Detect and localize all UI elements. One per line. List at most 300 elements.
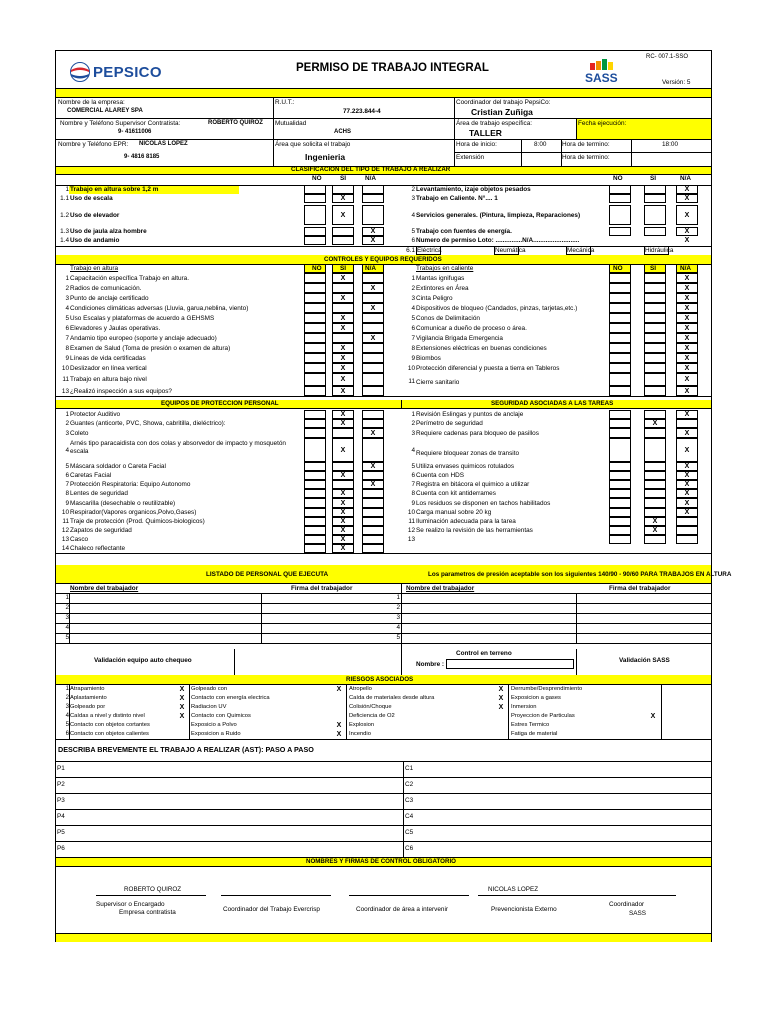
worker-name-left-4[interactable] bbox=[70, 623, 260, 633]
worker-sign-left-2[interactable] bbox=[262, 603, 400, 613]
heights-label: Condiciones climáticas adversas (Lluvia, garua,neblina, viento) bbox=[70, 304, 249, 312]
epp-7-no-checkbox[interactable] bbox=[304, 480, 326, 489]
work-type-right-4-si-checkbox[interactable] bbox=[644, 227, 666, 236]
task-safety-num: 1 bbox=[411, 411, 415, 418]
heights-num: 8 bbox=[65, 344, 69, 352]
personnel-right-num: 3 bbox=[396, 614, 400, 621]
hotwork-12-no-checkbox[interactable] bbox=[609, 386, 631, 396]
epp-13-si-mark: X bbox=[340, 536, 346, 543]
epp-8-no-checkbox[interactable] bbox=[304, 489, 326, 498]
risk-label: Exposicion a gases bbox=[511, 695, 561, 701]
epp-14-no-checkbox[interactable] bbox=[304, 544, 326, 553]
epp-12-na-checkbox[interactable] bbox=[362, 526, 384, 535]
risk-checkbox[interactable] bbox=[645, 712, 660, 721]
risk-checkbox[interactable] bbox=[174, 703, 189, 712]
risk-label: Proyeccion de Particulas bbox=[511, 713, 575, 719]
worker-name-left-2[interactable] bbox=[70, 603, 260, 613]
heights-8-si-mark: X bbox=[340, 344, 346, 352]
work-type-r-label: Levantamiento, izaje objetos pesados bbox=[416, 186, 531, 193]
work-type-right-1-si-checkbox[interactable] bbox=[644, 185, 666, 194]
task-safety-11-na-checkbox[interactable] bbox=[676, 517, 698, 526]
mutual-value[interactable]: ACHS bbox=[334, 129, 352, 135]
heights-8-na-checkbox[interactable] bbox=[362, 343, 384, 353]
ast-step-field[interactable] bbox=[70, 794, 400, 808]
ast-control-field[interactable] bbox=[418, 762, 708, 776]
task-safety-num: 6 bbox=[411, 472, 415, 479]
heights-10-na-checkbox[interactable] bbox=[362, 363, 384, 373]
risk-label: Contacto con Quimicos bbox=[191, 713, 251, 719]
epp-8-na-checkbox[interactable] bbox=[362, 489, 384, 498]
ast-control-field[interactable] bbox=[418, 794, 708, 808]
risk-mark: X bbox=[179, 686, 185, 693]
risk-checkbox[interactable] bbox=[331, 730, 346, 739]
risk-checkbox[interactable] bbox=[493, 712, 508, 721]
task-safety-2-na-checkbox[interactable] bbox=[676, 419, 698, 428]
risk-label: Exposicio a Polvo bbox=[191, 722, 237, 728]
task-safety-5-si-checkbox[interactable] bbox=[644, 462, 666, 471]
name-head-right: Nombre del trabajador bbox=[406, 585, 475, 592]
epr-phone[interactable]: 9- 4816 8185 bbox=[124, 154, 160, 160]
work-type-left-3-na-checkbox[interactable] bbox=[362, 205, 384, 225]
risk-label: Explosion bbox=[349, 722, 375, 728]
signature-line-2[interactable] bbox=[221, 895, 331, 896]
work-type-left-1-si-checkbox[interactable] bbox=[332, 185, 354, 194]
heights-label: Elevadores y Jaulas operativas. bbox=[70, 324, 161, 332]
epp-13-na-checkbox[interactable] bbox=[362, 535, 384, 544]
epp-6-na-checkbox[interactable] bbox=[362, 471, 384, 480]
hotwork-8-na-mark: X bbox=[684, 344, 690, 352]
ast-control-field[interactable] bbox=[418, 826, 708, 840]
worker-sign-right-1[interactable] bbox=[577, 593, 710, 603]
hotwork-10-no-checkbox[interactable] bbox=[609, 363, 631, 373]
pressure-note: Los parametros de presión aceptable son los siguientes 140/90 - 90/60 PARA TRABAJOS EN ALTURA bbox=[428, 571, 732, 578]
solicita-value[interactable]: Ingenieria bbox=[305, 152, 346, 162]
work-type-no-head-r: NO bbox=[613, 175, 623, 182]
work-type-right-2-no-checkbox[interactable] bbox=[609, 194, 631, 203]
coordinator-label: Coordinador del trabajo PepsiCo: bbox=[456, 99, 551, 106]
heights-12-no-checkbox[interactable] bbox=[304, 386, 326, 396]
signature-role-3: Coordinador de área a intervenir bbox=[356, 906, 449, 913]
task-safety-num: 11 bbox=[408, 518, 415, 525]
worker-sign-left-4[interactable] bbox=[262, 623, 400, 633]
work-type-r-label: Numero de permiso Loto: ...............N/A.......................... bbox=[416, 237, 580, 244]
task-safety-title: SEGURIDAD ASOCIADAS A LAS TAREAS bbox=[491, 400, 614, 407]
signature-line-4[interactable] bbox=[478, 895, 588, 896]
ast-control-field[interactable] bbox=[418, 810, 708, 824]
epp-5-si-checkbox[interactable] bbox=[332, 462, 354, 471]
epp-3-no-checkbox[interactable] bbox=[304, 428, 326, 438]
work-type-num: 1.2 bbox=[60, 211, 69, 219]
hotwork-11-no-checkbox[interactable] bbox=[609, 373, 631, 386]
epp-4-na-checkbox[interactable] bbox=[362, 438, 384, 462]
risk-checkbox[interactable] bbox=[645, 685, 660, 694]
work-type-left-2-no-checkbox[interactable] bbox=[304, 194, 326, 203]
worker-name-right-3[interactable] bbox=[402, 613, 575, 623]
epp-10-no-checkbox[interactable] bbox=[304, 508, 326, 517]
task-safety-3-si-checkbox[interactable] bbox=[644, 428, 666, 438]
risk-mark: X bbox=[498, 686, 504, 693]
worker-name-right-4[interactable] bbox=[402, 623, 575, 633]
heights-11-si-mark: X bbox=[340, 376, 346, 383]
hotwork-7-na-mark: X bbox=[684, 334, 690, 342]
task-safety-6-si-checkbox[interactable] bbox=[644, 471, 666, 480]
pepsico-globe-icon bbox=[70, 62, 90, 82]
epp-11-no-checkbox[interactable] bbox=[304, 517, 326, 526]
ast-step-field[interactable] bbox=[70, 778, 400, 792]
risk-checkbox[interactable] bbox=[493, 721, 508, 730]
task-safety-8-si-checkbox[interactable] bbox=[644, 489, 666, 498]
heights-3-na-checkbox[interactable] bbox=[362, 293, 384, 303]
task-safety-6-no-checkbox[interactable] bbox=[609, 471, 631, 480]
epp-5-no-checkbox[interactable] bbox=[304, 462, 326, 471]
risk-label: Caída de materiales desde altura bbox=[349, 695, 435, 701]
hotwork-7-no-checkbox[interactable] bbox=[609, 333, 631, 343]
heights-9-na-checkbox[interactable] bbox=[362, 353, 384, 363]
heights-2-si-checkbox[interactable] bbox=[332, 283, 354, 293]
heights-6-na-checkbox[interactable] bbox=[362, 323, 384, 333]
epp-11-si-mark: X bbox=[340, 518, 346, 525]
task-safety-9-no-checkbox[interactable] bbox=[609, 498, 631, 508]
risk-checkbox[interactable] bbox=[645, 730, 660, 739]
epr-name[interactable]: NICOLAS LOPEZ bbox=[139, 141, 188, 147]
work-type-num: 1.4 bbox=[60, 237, 69, 244]
hotwork-1-no-checkbox[interactable] bbox=[609, 273, 631, 283]
hotwork-label: Protección diferencial y puesta a tierra en Tableros bbox=[416, 364, 560, 372]
heights-label: ¿Realizó inspección a sus equipos? bbox=[70, 387, 172, 395]
epp-1-no-checkbox[interactable] bbox=[304, 410, 326, 419]
hotwork-num: 4 bbox=[411, 304, 415, 312]
ast-control-label: C2 bbox=[405, 781, 414, 788]
task-safety-9-si-checkbox[interactable] bbox=[644, 498, 666, 508]
work-type-right-1-no-checkbox[interactable] bbox=[609, 185, 631, 194]
work-type-left-5-si-checkbox[interactable] bbox=[332, 236, 354, 245]
task-safety-12-no-checkbox[interactable] bbox=[609, 526, 631, 535]
task-safety-label: Perímetro de seguridad bbox=[416, 420, 483, 427]
work-type-left-3-no-checkbox[interactable] bbox=[304, 205, 326, 225]
worker-name-right-5[interactable] bbox=[402, 633, 575, 643]
heights-8-no-checkbox[interactable] bbox=[304, 343, 326, 353]
risk-checkbox[interactable] bbox=[331, 721, 346, 730]
ast-step-field[interactable] bbox=[70, 826, 400, 840]
hotwork-label: Extintores en Área bbox=[416, 284, 469, 292]
risk-checkbox[interactable] bbox=[645, 703, 660, 712]
ast-step-field[interactable] bbox=[70, 842, 400, 856]
heights-7-si-checkbox[interactable] bbox=[332, 333, 354, 343]
hotwork-3-na-mark: X bbox=[684, 294, 690, 302]
risk-checkbox[interactable] bbox=[493, 730, 508, 739]
signature-line-1[interactable] bbox=[96, 895, 206, 896]
hotwork-3-si-checkbox[interactable] bbox=[644, 293, 666, 303]
worker-sign-left-1[interactable] bbox=[262, 593, 400, 603]
heights-num: 9 bbox=[65, 354, 69, 362]
epp-8-si-mark: X bbox=[340, 490, 346, 497]
task-safety-7-si-checkbox[interactable] bbox=[644, 480, 666, 489]
heights-1-na-checkbox[interactable] bbox=[362, 273, 384, 283]
epp-3-si-checkbox[interactable] bbox=[332, 428, 354, 438]
hotwork-6-na-mark: X bbox=[684, 324, 690, 332]
work-type-left-2-na-checkbox[interactable] bbox=[362, 194, 384, 203]
heights-1-no-checkbox[interactable] bbox=[304, 273, 326, 283]
task-safety-label: Los residuos se disponen en tachos habilitados bbox=[416, 499, 551, 507]
epp-10-na-checkbox[interactable] bbox=[362, 508, 384, 517]
work-type-right-3-si-checkbox[interactable] bbox=[644, 205, 666, 225]
risk-checkbox[interactable] bbox=[331, 712, 346, 721]
hotwork-1-si-checkbox[interactable] bbox=[644, 273, 666, 283]
heights-label: Examen de Salud (Toma de presión o examen de altura) bbox=[70, 344, 231, 352]
risk-checkbox[interactable] bbox=[645, 721, 660, 730]
work-type-label: Uso de andamio bbox=[70, 237, 120, 244]
rut-value[interactable]: 77.223.844-4 bbox=[343, 108, 381, 115]
supervisor-phone[interactable]: 9- 41611006 bbox=[118, 129, 152, 135]
risk-checkbox[interactable] bbox=[331, 703, 346, 712]
worker-sign-right-5[interactable] bbox=[577, 633, 710, 643]
heights-5-si-mark: X bbox=[340, 314, 346, 322]
epp-label: Mascarilla (desechable o reutilizable) bbox=[70, 499, 176, 507]
heights-12-na-checkbox[interactable] bbox=[362, 386, 384, 396]
risk-checkbox[interactable] bbox=[493, 694, 508, 703]
hotwork-9-na-mark: X bbox=[684, 354, 690, 362]
risk-checkbox[interactable] bbox=[174, 730, 189, 739]
heights-1-si-mark: X bbox=[340, 274, 346, 282]
risk-checkbox[interactable] bbox=[174, 685, 189, 694]
heights-label: Capacitación específica Trabajo en altura. bbox=[70, 274, 190, 282]
hotwork-7-si-checkbox[interactable] bbox=[644, 333, 666, 343]
epp-12-no-checkbox[interactable] bbox=[304, 526, 326, 535]
risk-checkbox[interactable] bbox=[331, 685, 346, 694]
risk-checkbox[interactable] bbox=[174, 721, 189, 730]
hotwork-12-si-checkbox[interactable] bbox=[644, 386, 666, 396]
heights-11-na-checkbox[interactable] bbox=[362, 373, 384, 386]
task-safety-4-no-checkbox[interactable] bbox=[609, 438, 631, 462]
task-safety-2-no-checkbox[interactable] bbox=[609, 419, 631, 428]
heights-10-no-checkbox[interactable] bbox=[304, 363, 326, 373]
risk-label: Contacto con objetos calientes bbox=[70, 731, 149, 737]
epp-14-na-checkbox[interactable] bbox=[362, 544, 384, 553]
task-safety-4-si-checkbox[interactable] bbox=[644, 438, 666, 462]
work-type-right-2-si-checkbox[interactable] bbox=[644, 194, 666, 203]
epp-10-si-mark: X bbox=[340, 509, 346, 516]
signature-name-1: ROBERTO QUIROZ bbox=[124, 886, 182, 893]
hotwork-10-si-checkbox[interactable] bbox=[644, 363, 666, 373]
signature-line-3[interactable] bbox=[349, 895, 469, 896]
work-type-na-head-r: N/A bbox=[680, 175, 692, 182]
hotwork-label: Vigilancia Brigada Emergencia bbox=[416, 334, 503, 342]
hotwork-2-si-checkbox[interactable] bbox=[644, 283, 666, 293]
work-type-label: Uso de jaula alza hombre bbox=[70, 228, 147, 235]
heights-3-no-checkbox[interactable] bbox=[304, 293, 326, 303]
risk-mark: X bbox=[336, 722, 342, 729]
heights-head: Trabajo en altura bbox=[70, 265, 119, 272]
heights-9-no-checkbox[interactable] bbox=[304, 353, 326, 363]
epp-7-si-checkbox[interactable] bbox=[332, 480, 354, 489]
task-safety-10-si-checkbox[interactable] bbox=[644, 508, 666, 517]
ast-control-field[interactable] bbox=[418, 778, 708, 792]
epp-9-no-checkbox[interactable] bbox=[304, 498, 326, 508]
work-type-si-head: SI bbox=[340, 175, 347, 182]
task-safety-12-na-checkbox[interactable] bbox=[676, 526, 698, 535]
risk-label: Contacto con objetos cortantes bbox=[70, 722, 150, 728]
risk-label: Caídas a nivel y distinto nivel bbox=[70, 713, 145, 719]
task-safety-5-no-checkbox[interactable] bbox=[609, 462, 631, 471]
work-type-right-3-no-checkbox[interactable] bbox=[609, 205, 631, 225]
area-value[interactable]: TALLER bbox=[469, 128, 502, 138]
hotwork-6-no-checkbox[interactable] bbox=[609, 323, 631, 333]
heights-11-no-checkbox[interactable] bbox=[304, 373, 326, 386]
worker-name-left-5[interactable] bbox=[70, 633, 260, 643]
termino2-label: Hora de termino: bbox=[562, 154, 610, 161]
company-value[interactable]: COMERCIAL ALAREY SPA bbox=[67, 108, 143, 114]
worker-sign-left-5[interactable] bbox=[262, 633, 400, 643]
epp-num: 5 bbox=[65, 463, 69, 470]
heights-5-no-checkbox[interactable] bbox=[304, 313, 326, 323]
epp-2-na-checkbox[interactable] bbox=[362, 419, 384, 428]
heights-2-no-checkbox[interactable] bbox=[304, 283, 326, 293]
task-safety-7-no-checkbox[interactable] bbox=[609, 480, 631, 489]
task-safety-13-na-checkbox[interactable] bbox=[676, 535, 698, 544]
hotwork-11-si-checkbox[interactable] bbox=[644, 373, 666, 386]
hotwork-label: Dispositivos de bloqueo (Candados, pinzas, tarjetas,etc.) bbox=[416, 304, 578, 312]
heights-5-na-checkbox[interactable] bbox=[362, 313, 384, 323]
hotwork-4-no-checkbox[interactable] bbox=[609, 303, 631, 313]
hotwork-label: Biombos bbox=[416, 354, 441, 362]
task-safety-label: Registra en bitácora el quimico a utilizar bbox=[416, 481, 530, 488]
hotwork-8-no-checkbox[interactable] bbox=[609, 343, 631, 353]
control-nombre-field[interactable] bbox=[446, 659, 574, 669]
signature-line-5[interactable] bbox=[586, 895, 676, 896]
risk-label: Estres Termico bbox=[511, 722, 550, 728]
risk-checkbox[interactable] bbox=[645, 694, 660, 703]
supervisor-name[interactable]: ROBERTO QUIROZ bbox=[208, 120, 263, 126]
work-type-r-label: Servicios generales. (Pintura, limpieza, Reparaciones) bbox=[416, 211, 581, 219]
epp-num: 9 bbox=[65, 499, 69, 507]
heights-7-no-checkbox[interactable] bbox=[304, 333, 326, 343]
heights-4-no-checkbox[interactable] bbox=[304, 303, 326, 313]
heights-4-si-checkbox[interactable] bbox=[332, 303, 354, 313]
task-safety-10-no-checkbox[interactable] bbox=[609, 508, 631, 517]
work-type-right-5-na-mark: X bbox=[684, 237, 690, 244]
hotwork-5-si-checkbox[interactable] bbox=[644, 313, 666, 323]
epp-9-na-checkbox[interactable] bbox=[362, 498, 384, 508]
epp-11-na-checkbox[interactable] bbox=[362, 517, 384, 526]
pepsico-logo bbox=[70, 61, 190, 83]
task-safety-11-si-mark: X bbox=[652, 518, 658, 525]
epp-13-no-checkbox[interactable] bbox=[304, 535, 326, 544]
worker-name-right-2[interactable] bbox=[402, 603, 575, 613]
risk-mark: X bbox=[336, 686, 342, 693]
risk-mark: X bbox=[498, 704, 504, 711]
epp-2-no-checkbox[interactable] bbox=[304, 419, 326, 428]
ast-control-field[interactable] bbox=[418, 842, 708, 856]
hotwork-num: 3 bbox=[411, 294, 415, 302]
work-type-left-5-no-checkbox[interactable] bbox=[304, 236, 326, 245]
hotwork-label: Mantas ignifugas bbox=[416, 274, 465, 282]
work-type-left-4-si-checkbox[interactable] bbox=[332, 227, 354, 236]
worker-name-left-1[interactable] bbox=[70, 593, 260, 603]
energy-label: Mecánica bbox=[567, 247, 595, 254]
coordinator-value[interactable]: Cristian Zuñiga bbox=[471, 107, 533, 117]
work-type-left-1-no-checkbox[interactable] bbox=[304, 185, 326, 194]
worker-sign-right-4[interactable] bbox=[577, 623, 710, 633]
inicio-value[interactable]: 8:00 bbox=[534, 141, 547, 148]
heights-6-no-checkbox[interactable] bbox=[304, 323, 326, 333]
task-safety-3-no-checkbox[interactable] bbox=[609, 428, 631, 438]
task-safety-1-na-mark: X bbox=[684, 411, 690, 418]
epp-4-si-mark: X bbox=[340, 446, 346, 454]
work-type-right-4-no-checkbox[interactable] bbox=[609, 227, 631, 236]
ast-step-field[interactable] bbox=[70, 762, 400, 776]
epp-label: Casco bbox=[70, 536, 89, 543]
worker-name-right-1[interactable] bbox=[402, 593, 575, 603]
worker-sign-right-2[interactable] bbox=[577, 603, 710, 613]
termino-value[interactable]: 18:00 bbox=[662, 141, 678, 148]
task-safety-num: 5 bbox=[411, 463, 415, 470]
task-safety-label: Requiere bloquear zonas de transito bbox=[416, 450, 520, 457]
risk-checkbox[interactable] bbox=[174, 694, 189, 703]
task-safety-13-si-checkbox[interactable] bbox=[644, 535, 666, 544]
ast-step-field[interactable] bbox=[70, 810, 400, 824]
task-safety-label: Requiere cadenas para bloqueo de pasillos bbox=[416, 429, 539, 437]
worker-sign-left-3[interactable] bbox=[262, 613, 400, 623]
task-safety-8-no-checkbox[interactable] bbox=[609, 489, 631, 498]
risk-checkbox[interactable] bbox=[174, 712, 189, 721]
task-safety-11-no-checkbox[interactable] bbox=[609, 517, 631, 526]
hotwork-label: Cierre sanitario bbox=[416, 379, 460, 386]
task-safety-num: 10 bbox=[407, 509, 415, 516]
risk-checkbox[interactable] bbox=[331, 694, 346, 703]
heights-2-na-mark: X bbox=[370, 284, 376, 292]
task-safety-1-no-checkbox[interactable] bbox=[609, 410, 631, 419]
task-safety-1-si-checkbox[interactable] bbox=[644, 410, 666, 419]
epp-label: Arnés tipo paracaidista con dos colas y absorvedor de impacto y mosquetón escala bbox=[70, 440, 286, 455]
ast-control-label: C1 bbox=[405, 765, 414, 772]
risk-num: 6 bbox=[65, 731, 69, 737]
hotwork-num: 1 bbox=[411, 274, 415, 282]
ast-step-label: P6 bbox=[57, 845, 65, 852]
risk-mark: X bbox=[498, 695, 504, 702]
hotwork-4-si-checkbox[interactable] bbox=[644, 303, 666, 313]
hotwork-3-no-checkbox[interactable] bbox=[609, 293, 631, 303]
task-safety-num: 9 bbox=[411, 499, 415, 507]
form-code: RC- 007.1-SSO bbox=[646, 54, 689, 60]
hotwork-2-no-checkbox[interactable] bbox=[609, 283, 631, 293]
heights-label: Radios de comunicación. bbox=[70, 284, 142, 292]
work-type-left-1-na-checkbox[interactable] bbox=[362, 185, 384, 194]
risk-label: Aplastamiento bbox=[70, 695, 107, 701]
epp-4-no-checkbox[interactable] bbox=[304, 438, 326, 462]
risk-checkbox[interactable] bbox=[493, 703, 508, 712]
hotwork-5-no-checkbox[interactable] bbox=[609, 313, 631, 323]
signature-role-1a: Supervisor o Encargado bbox=[96, 901, 165, 908]
risk-checkbox[interactable] bbox=[493, 685, 508, 694]
work-type-left-4-no-checkbox[interactable] bbox=[304, 227, 326, 236]
worker-name-left-3[interactable] bbox=[70, 613, 260, 623]
epp-num: 3 bbox=[65, 429, 69, 437]
heights-num: 5 bbox=[65, 314, 69, 322]
task-safety-13-no-checkbox[interactable] bbox=[609, 535, 631, 544]
hotwork-9-si-checkbox[interactable] bbox=[644, 353, 666, 363]
company-label: Nombre de la empresa: bbox=[58, 99, 125, 106]
epp-6-no-checkbox[interactable] bbox=[304, 471, 326, 480]
epp-1-na-checkbox[interactable] bbox=[362, 410, 384, 419]
task-safety-num: 13 bbox=[407, 536, 415, 543]
hotwork-6-si-checkbox[interactable] bbox=[644, 323, 666, 333]
work-type-no-head: NO bbox=[312, 175, 322, 182]
hotwork-8-si-checkbox[interactable] bbox=[644, 343, 666, 353]
hotwork-9-no-checkbox[interactable] bbox=[609, 353, 631, 363]
epp-label: Máscara soldador o Careta Facial bbox=[70, 463, 166, 470]
worker-sign-right-3[interactable] bbox=[577, 613, 710, 623]
controls-col-head-1: SI bbox=[340, 265, 347, 272]
